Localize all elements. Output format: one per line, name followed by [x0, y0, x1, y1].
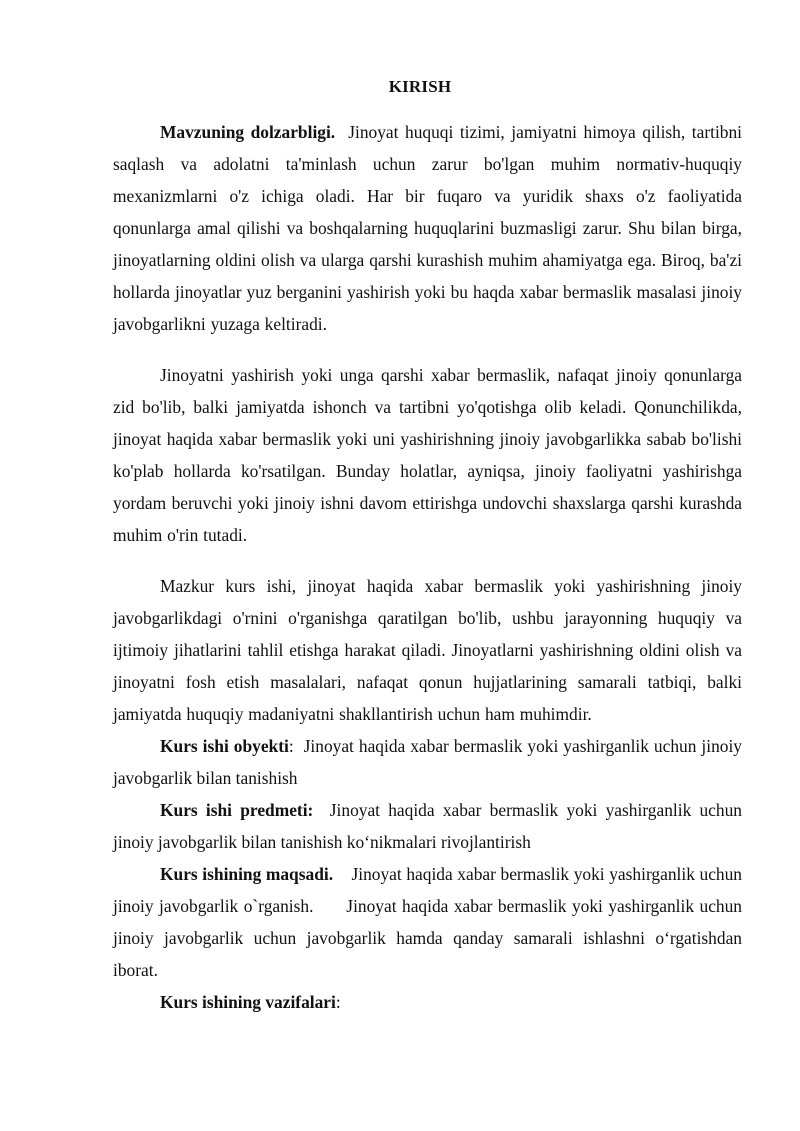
course-subject-text: Jinoyat haqida xabar bermaslik yoki yashirganlik uchun jinoiy javobgarlik bilan tanishish ko‘nikmalari rivojlantirish — [113, 800, 742, 852]
paragraph-relevance — [113, 116, 742, 340]
course-goal — [113, 858, 742, 986]
paragraph-course-work: Mazkur kurs ishi, jinoyat haqida xabar bermaslik yoki yashirishning jinoiy javobgarlikdagi o'rnini o'rganishga qaratilgan bo'lib, ushbu jarayonning huquqiy va ijtimoiy jihatlarini tahlil etishga harakat qiladi. Jinoyatlarni yashirishning oldini olish va jinoyatni fosh etish masalalari, nafaqat qonun hujjatlarining samarali tatbiqi, balki jamiyatda huquqiy madaniyatni shakllantirish uchun ham muhimdir. — [113, 576, 742, 724]
relevance-text: Jinoyat huquqi tizimi, jamiyatni himoya qilish, tartibni saqlash va adolatni ta'minlash uchun zarur bo'lgan muhim normativ-huquqiy mexanizmlarni o'z ichiga oladi. Har bir fuqaro va yuridik shaxs o'z faoliyatida qonunlarga amal qilishi va boshqalarning huquqlarini buzmasligi zarur. Shu bilan birga, jinoyatlarning oldini olish va ularga qarshi kurashish muhim ahamiyatga ega. Biroq, ba'zi hollarda jinoyatlar yuz berganini yashirish yoki bu haqda xabar bermaslik masalasi jinoiy javobgarlikni yuzaga keltiradi. — [113, 122, 742, 334]
course-goal-text-2: Jinoyat haqida xabar bermaslik yoki yashirganlik uchun jinoiy javobgarlik uchun javobgarlik hamda qanday samarali ishlashni o‘rgatishdan iborat. — [113, 896, 742, 980]
course-goal-text: Jinoyat haqida xabar bermaslik yoki yashirganlik uchun jinoiy javobgarlik o`rganish. — [113, 864, 742, 916]
course-tasks: Kurs ishining vazifalari: — [160, 992, 341, 1012]
relevance-lead: Mavzuning dolzarbligi. — [160, 122, 336, 142]
course-object-label: Kurs ishi obyekti — [160, 736, 289, 756]
course-goal-label: Kurs ishining maqsadi. — [160, 864, 334, 884]
course-object: Kurs ishi obyekti: Jinoyat haqida xabar bermaslik yoki yashirganlik uchun jinoiy javobgarlik bilan tanishish — [113, 736, 743, 788]
course-subject-label: Kurs ishi predmeti: — [160, 800, 314, 820]
document-body — [113, 116, 742, 1018]
page-title: KIRISH — [388, 77, 452, 96]
paragraph-concealment: Jinoyatni yashirish yoki unga qarshi xabar bermaslik, nafaqat jinoiy qonunlarga zid bo'lib, balki jamiyatda ishonch va tartibni yo'qotishga olib keladi. Qonunchilikda, jinoyat haqida xabar bermaslik yoki uni yashirishning jinoiy javobgarlikka sabab bo'lishi ko'plab hollarda ko'rsatilgan. Bunday holatlar, ayniqsa, jinoiy faoliyatni yashirishga yordam beruvchi yoki jinoiy ishni davom ettirishga undovchi shaxslarga qarshi kurashda muhim o'rin tutadi. — [113, 365, 742, 545]
course-subject — [113, 794, 742, 858]
course-object-text: Jinoyat haqida xabar bermaslik yoki yashirganlik uchun jinoiy javobgarlik bilan tanishish — [113, 736, 743, 788]
course-tasks-label: Kurs ishining vazifalari — [160, 992, 336, 1012]
